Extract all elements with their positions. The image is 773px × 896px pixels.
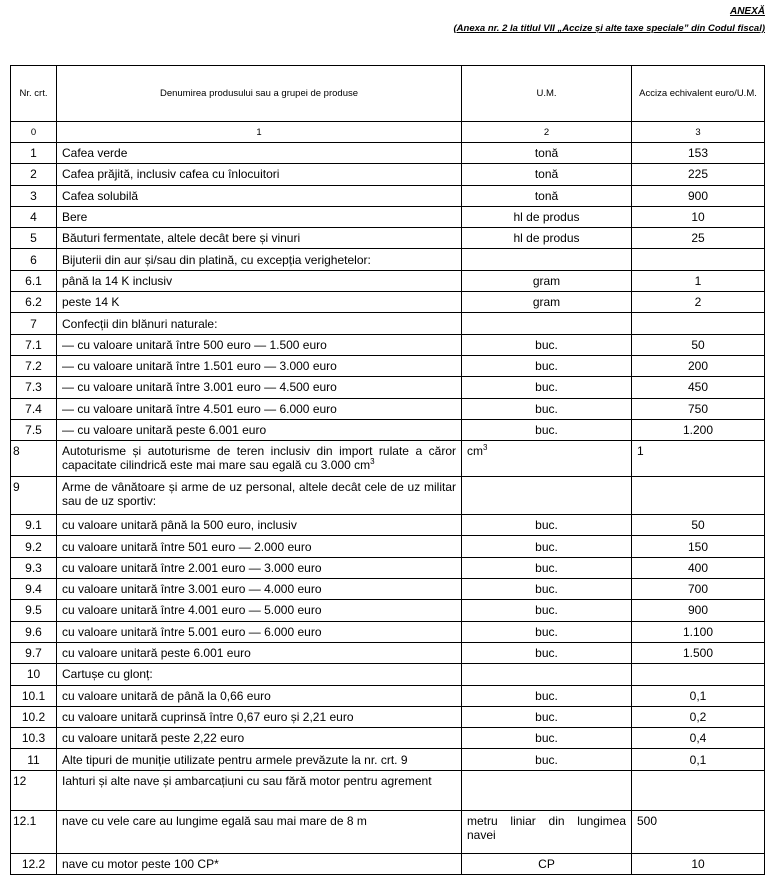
table-row <box>11 536 765 557</box>
excise-value <box>632 579 765 600</box>
table-row <box>11 685 765 706</box>
excise-value <box>632 728 765 749</box>
table-row <box>11 419 765 440</box>
unit-of-measure-text: hl de produs <box>513 210 580 225</box>
row-number-text: 10.2 <box>21 709 46 724</box>
product-name <box>57 185 462 206</box>
unit-of-measure-text: buc. <box>535 646 558 661</box>
excise-value <box>632 334 765 355</box>
product-name <box>57 515 462 536</box>
unit-of-measure <box>462 600 632 621</box>
excise-value <box>632 292 765 313</box>
excise-value <box>632 600 765 621</box>
excise-value-text: 1 <box>694 273 702 288</box>
row-number-text: 10 <box>26 667 41 682</box>
unit-of-measure-text: gram <box>532 273 561 288</box>
row-number-text: 9.4 <box>25 582 42 597</box>
unit-of-measure <box>462 377 632 398</box>
row-number-text: 2 <box>30 167 37 182</box>
column-index: 3 <box>632 122 765 143</box>
table-row <box>11 228 765 249</box>
unit-of-measure-text: buc. <box>535 624 558 639</box>
product-name-text: nave cu motor peste 100 CP* <box>62 856 219 871</box>
annex-reference: (Anexa nr. 2 la titlul VII „Accize și alte taxe speciale” din Codul fiscal) <box>453 23 765 34</box>
unit-of-measure <box>462 292 632 313</box>
unit-of-measure-text: buc. <box>535 337 558 352</box>
product-name <box>57 292 462 313</box>
table-row <box>11 143 765 164</box>
excise-value-text: 10 <box>691 856 705 871</box>
unit-of-measure-text: tonă <box>534 146 559 161</box>
product-name-text: Cafea solubilă <box>62 188 139 203</box>
header-nr: Nr. crt. <box>11 66 57 122</box>
row-number <box>11 853 57 874</box>
excise-value-text: 900 <box>687 188 709 203</box>
row-number <box>11 292 57 313</box>
unit-of-measure-text: buc. <box>535 423 558 437</box>
product-name <box>57 206 462 227</box>
unit-of-measure <box>462 749 632 770</box>
row-number <box>11 621 57 642</box>
product-name-text: Alte tipuri de muniție utilizate pentru armele prevăzute la nr. crt. 9 <box>62 752 408 767</box>
unit-of-measure-text: buc. <box>535 731 558 746</box>
row-number <box>11 810 57 853</box>
column-index: 1 <box>57 122 462 143</box>
unit-of-measure <box>462 557 632 578</box>
unit-of-measure <box>462 728 632 749</box>
product-name-text: cu valoare unitară până la 500 euro, inclusiv <box>62 518 297 533</box>
product-name <box>57 853 462 874</box>
product-name <box>57 164 462 185</box>
product-name-text: peste 14 K <box>62 295 120 310</box>
unit-of-measure <box>462 249 632 270</box>
unit-of-measure <box>462 536 632 557</box>
row-number <box>11 536 57 557</box>
table-row <box>11 600 765 621</box>
superscript-exponent: 3 <box>483 443 488 453</box>
table-row <box>11 270 765 291</box>
unit-of-measure <box>462 185 632 206</box>
excise-value <box>632 685 765 706</box>
row-number-text: 9 <box>13 480 20 495</box>
row-number <box>11 557 57 578</box>
excise-value <box>632 853 765 874</box>
product-name-text: cu valoare unitară între 5.001 euro — 6.000 euro <box>62 624 322 639</box>
row-number <box>11 334 57 355</box>
product-name-text: cu valoare unitară între 501 euro — 2.000 euro <box>62 539 312 554</box>
product-name-text: — cu valoare unitară între 3.001 euro — 4.500 euro <box>62 380 337 395</box>
row-number <box>11 685 57 706</box>
product-name-text: Arme de vânătoare și arme de uz personal, altele decât cele de uz militar sau de uz sportiv: <box>62 480 456 509</box>
row-number-text: 4 <box>30 210 37 225</box>
column-index: 0 <box>11 122 57 143</box>
product-name <box>57 419 462 440</box>
unit-of-measure <box>462 770 632 810</box>
row-number-text: 7 <box>30 316 37 331</box>
row-number <box>11 143 57 164</box>
product-name <box>57 728 462 749</box>
row-number-text: 6.1 <box>25 273 42 288</box>
row-number-text: 10.1 <box>21 688 46 703</box>
unit-of-measure-text: buc. <box>535 518 558 533</box>
product-name <box>57 334 462 355</box>
unit-of-measure <box>462 270 632 291</box>
row-number <box>11 377 57 398</box>
product-name <box>57 749 462 770</box>
excise-value <box>632 249 765 270</box>
row-number-text: 7.1 <box>25 337 42 352</box>
excise-value <box>632 270 765 291</box>
unit-of-measure-text: buc. <box>535 709 558 724</box>
product-name-text: Cartușe cu glonț: <box>62 667 153 682</box>
excise-value <box>632 621 765 642</box>
excise-value-text: 2 <box>694 295 702 310</box>
row-number-text: 9.5 <box>25 603 42 618</box>
unit-of-measure <box>462 706 632 727</box>
product-name <box>57 557 462 578</box>
excise-value-text: 50 <box>691 337 705 352</box>
row-number-text: 6 <box>30 252 37 267</box>
product-name <box>57 228 462 249</box>
row-number <box>11 770 57 810</box>
row-number <box>11 642 57 663</box>
product-name <box>57 770 462 810</box>
product-name-text: Autoturisme și autoturisme de teren inclusiv din import rulate a căror capacitate cilindrică este mai mare sau egală cu 3.000 cm <box>62 444 456 473</box>
excise-value <box>632 749 765 770</box>
excise-value <box>632 810 765 853</box>
column-index-row <box>11 122 765 143</box>
row-number-text: 7.2 <box>25 359 42 374</box>
header-um: U.M. <box>462 66 632 122</box>
row-number <box>11 355 57 376</box>
excise-value-text: 50 <box>691 518 705 533</box>
excise-value-text: 0,1 <box>689 752 707 767</box>
product-name <box>57 355 462 376</box>
table-row <box>11 206 765 227</box>
excise-value-text: 750 <box>687 401 709 416</box>
table-row <box>11 249 765 270</box>
product-name <box>57 810 462 853</box>
unit-of-measure <box>462 621 632 642</box>
unit-of-measure-text: buc. <box>535 560 558 575</box>
excise-value <box>632 536 765 557</box>
unit-of-measure <box>462 206 632 227</box>
excise-value <box>632 642 765 663</box>
table-row <box>11 185 765 206</box>
product-name <box>57 441 462 477</box>
unit-of-measure-text: buc. <box>535 582 558 597</box>
unit-of-measure-text: buc. <box>535 401 558 416</box>
row-number <box>11 706 57 727</box>
excise-value-text: 25 <box>691 231 705 246</box>
row-number <box>11 728 57 749</box>
table-header-row <box>11 66 765 122</box>
unit-of-measure <box>462 164 632 185</box>
table-row <box>11 664 765 685</box>
product-name <box>57 143 462 164</box>
table-row <box>11 292 765 313</box>
row-number-text: 9.2 <box>25 539 42 554</box>
product-name <box>57 685 462 706</box>
product-name-text: — cu valoare unitară între 1.501 euro — 3.000 euro <box>62 359 337 374</box>
row-number-text: 10.3 <box>21 731 46 746</box>
excise-value <box>632 477 765 515</box>
unit-of-measure <box>462 853 632 874</box>
product-name-text: cu valoare unitară cuprinsă între 0,67 euro și 2,21 euro <box>62 709 354 724</box>
excise-value-text: 0,2 <box>689 709 707 724</box>
table-row <box>11 810 765 853</box>
row-number <box>11 515 57 536</box>
table-row <box>11 377 765 398</box>
table-row <box>11 313 765 334</box>
row-number-text: 9.1 <box>25 518 42 533</box>
product-name-text: Confecții din blănuri naturale: <box>62 316 218 331</box>
superscript-exponent: 3 <box>370 457 375 467</box>
row-number-text: 12.2 <box>21 856 46 871</box>
product-name <box>57 377 462 398</box>
excise-value-text: 400 <box>687 560 709 575</box>
product-name-text: Cafea prăjită, inclusiv cafea cu înlocuitori <box>62 167 280 182</box>
table-body <box>11 143 765 875</box>
excise-value-text: 0,1 <box>689 688 707 703</box>
product-name-text: cu valoare unitară între 2.001 euro — 3.000 euro <box>62 560 322 575</box>
unit-of-measure <box>462 334 632 355</box>
product-name-text: cu valoare unitară peste 2,22 euro <box>62 731 245 746</box>
unit-of-measure-text: buc. <box>535 603 558 618</box>
row-number-text: 9.6 <box>25 624 42 639</box>
row-number-text: 8 <box>13 444 20 459</box>
header-product-name: Denumirea produsului sau a grupei de produse <box>57 66 462 122</box>
excise-value <box>632 441 765 477</box>
product-name <box>57 579 462 600</box>
excise-value-text: 0,4 <box>689 731 707 746</box>
unit-of-measure <box>462 642 632 663</box>
excise-value <box>632 515 765 536</box>
unit-of-measure-text: tonă <box>534 167 559 182</box>
row-number <box>11 664 57 685</box>
row-number-text: 7.3 <box>25 380 42 395</box>
table-row <box>11 477 765 515</box>
product-name <box>57 536 462 557</box>
table-row <box>11 728 765 749</box>
product-name-text: Bere <box>62 210 88 225</box>
product-name <box>57 398 462 419</box>
unit-of-measure <box>462 313 632 334</box>
excise-value <box>632 706 765 727</box>
row-number <box>11 419 57 440</box>
excise-value <box>632 355 765 376</box>
row-number <box>11 398 57 419</box>
product-name-text: — cu valoare unitară peste 6.001 euro <box>62 423 267 437</box>
unit-of-measure-text: buc. <box>535 688 558 703</box>
excise-value <box>632 185 765 206</box>
product-name-text: cu valoare unitară între 4.001 euro — 5.000 euro <box>62 603 322 618</box>
unit-of-measure <box>462 515 632 536</box>
excise-value <box>632 557 765 578</box>
unit-of-measure <box>462 355 632 376</box>
product-name-text: — cu valoare unitară între 4.501 euro — 6.000 euro <box>62 401 337 416</box>
excise-value-text: 150 <box>687 539 709 554</box>
table-row <box>11 621 765 642</box>
table-row <box>11 441 765 477</box>
product-name <box>57 706 462 727</box>
excise-value <box>632 664 765 685</box>
table-row <box>11 355 765 376</box>
excise-value-text: 900 <box>687 603 709 618</box>
unit-of-measure-text: tonă <box>534 188 559 203</box>
row-number-text: 5 <box>30 231 37 246</box>
excise-value <box>632 164 765 185</box>
excise-value-text: 450 <box>687 380 709 395</box>
unit-of-measure <box>462 664 632 685</box>
excise-value <box>632 419 765 440</box>
unit-of-measure <box>462 685 632 706</box>
excise-value-text: 1 <box>637 444 644 459</box>
product-name-text: până la 14 K inclusiv <box>62 273 173 288</box>
table-row <box>11 164 765 185</box>
excise-value-text: 700 <box>687 582 709 597</box>
unit-of-measure-text: metru liniar din lungimea navei <box>467 813 626 842</box>
row-number-text: 1 <box>30 146 37 161</box>
unit-of-measure <box>462 441 632 477</box>
row-number-text: 9.7 <box>25 646 42 661</box>
row-number <box>11 313 57 334</box>
excise-value <box>632 206 765 227</box>
product-name-text: cu valoare unitară între 3.001 euro — 4.000 euro <box>62 582 322 597</box>
row-number <box>11 249 57 270</box>
product-name <box>57 600 462 621</box>
product-name-text: — cu valoare unitară între 500 euro — 1.500 euro <box>62 337 327 352</box>
unit-of-measure <box>462 477 632 515</box>
table-row <box>11 579 765 600</box>
unit-of-measure <box>462 143 632 164</box>
table-row <box>11 334 765 355</box>
table-row <box>11 515 765 536</box>
unit-of-measure <box>462 810 632 853</box>
excise-value <box>632 143 765 164</box>
table-row <box>11 706 765 727</box>
product-name-text: cu valoare unitară peste 6.001 euro <box>62 646 251 661</box>
product-name <box>57 477 462 515</box>
row-number <box>11 579 57 600</box>
unit-of-measure <box>462 398 632 419</box>
row-number-text: 6.2 <box>25 295 42 310</box>
unit-of-measure-text: hl de produs <box>513 231 580 246</box>
row-number <box>11 228 57 249</box>
excise-value <box>632 398 765 419</box>
row-number-text: 9.3 <box>25 560 42 575</box>
product-name-text: cu valoare unitară de până la 0,66 euro <box>62 688 271 703</box>
product-name-text: Iahturi și alte nave și ambarcațiuni cu sau fără motor pentru agrement <box>62 773 432 788</box>
unit-of-measure <box>462 419 632 440</box>
excise-table <box>10 65 765 875</box>
excise-value-text: 153 <box>687 146 709 161</box>
product-name <box>57 621 462 642</box>
excise-value <box>632 313 765 334</box>
excise-value-text: 225 <box>687 167 709 182</box>
excise-value-text: 1.200 <box>682 423 714 437</box>
row-number-text: 7.5 <box>25 423 42 437</box>
excise-value <box>632 377 765 398</box>
product-name-text: Bijuterii din aur și/sau din platină, cu excepția verighetelor: <box>62 252 371 267</box>
unit-of-measure-text: gram <box>532 295 561 310</box>
row-number-text: 11 <box>27 752 40 767</box>
unit-of-measure-text: buc. <box>535 539 558 554</box>
excise-value <box>632 770 765 810</box>
product-name <box>57 249 462 270</box>
row-number <box>11 164 57 185</box>
product-name <box>57 313 462 334</box>
excise-value-text: 200 <box>687 359 709 374</box>
excise-value <box>632 228 765 249</box>
row-number <box>11 206 57 227</box>
unit-of-measure-text: cm <box>467 444 483 459</box>
table-row <box>11 642 765 663</box>
unit-of-measure-text: buc. <box>535 359 558 374</box>
row-number-text: 7.4 <box>25 401 42 416</box>
product-name <box>57 642 462 663</box>
table-row <box>11 853 765 874</box>
product-name-text: Cafea verde <box>62 146 128 161</box>
row-number <box>11 477 57 515</box>
excise-value-text: 1.100 <box>682 624 714 639</box>
excise-value-text: 1.500 <box>682 646 714 661</box>
unit-of-measure-text: buc. <box>535 752 558 767</box>
unit-of-measure <box>462 228 632 249</box>
product-name <box>57 664 462 685</box>
table-row <box>11 770 765 810</box>
table-row <box>11 557 765 578</box>
table-row <box>11 398 765 419</box>
product-name <box>57 270 462 291</box>
header-excise: Acciza echivalent euro/U.M. <box>632 66 765 122</box>
row-number <box>11 185 57 206</box>
annex-title: ANEXĂ <box>729 6 765 17</box>
row-number <box>11 270 57 291</box>
row-number <box>11 749 57 770</box>
row-number <box>11 600 57 621</box>
unit-of-measure <box>462 579 632 600</box>
table-row <box>11 749 765 770</box>
excise-value-text: 500 <box>637 813 658 828</box>
unit-of-measure-text: CP <box>538 856 555 871</box>
product-name-text: Băuturi fermentate, altele decât bere și vinuri <box>62 231 301 246</box>
row-number <box>11 441 57 477</box>
unit-of-measure-text: buc. <box>535 380 558 395</box>
product-name-text: nave cu vele care au lungime egală sau mai mare de 8 m <box>62 813 367 828</box>
column-index: 2 <box>462 122 632 143</box>
excise-value-text: 10 <box>691 210 705 225</box>
row-number-text: 12.1 <box>13 813 37 828</box>
row-number-text: 3 <box>30 188 37 203</box>
row-number-text: 12 <box>13 773 27 788</box>
